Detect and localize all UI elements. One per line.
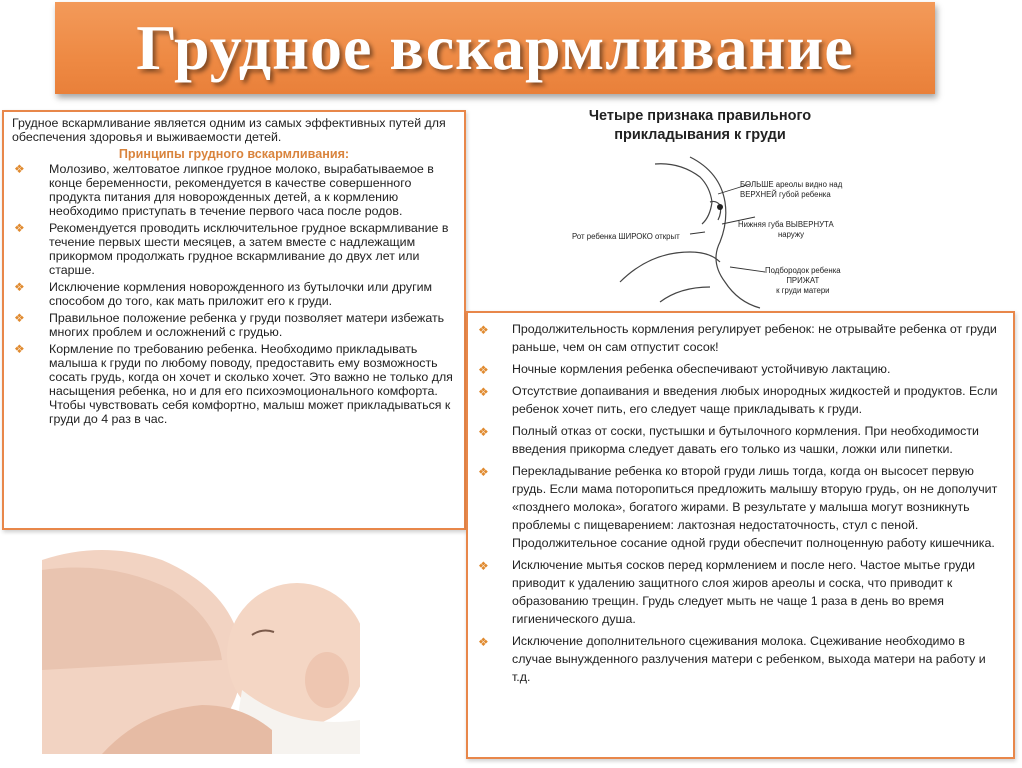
diamond-bullet-icon: ❖ [478, 425, 489, 439]
list-item-text: Исключение кормления новорожденного из бутылочки или другим способом до того, как мать приложит его к груди. [49, 280, 433, 308]
feeding-rules-panel [466, 311, 1015, 759]
diagram-title-line: Четыре признака правильного [588, 108, 812, 124]
principles-subtitle: Принципы грудного вскармливания: [118, 147, 350, 161]
mouth-label: Рот ребенка ШИРОКО открыт [572, 232, 680, 241]
list-item [468, 462, 1013, 552]
diamond-bullet-icon: ❖ [14, 342, 25, 356]
mother-baby-photo [42, 540, 360, 754]
list-item [468, 382, 1013, 418]
list-item [4, 162, 464, 218]
list-item [4, 311, 464, 339]
page-title: Грудное вскармливание [136, 12, 854, 83]
list-item-text: Кормление по требованию ребенка. Необходимо прикладывать малыша к груди по любому поводу, предоставить ему возможность сосать грудь, когда он хочет и сколько хочет. Это важно не только для насыщения ребенка, но и для его психоэмоционального комфорта. Чтобы чувствовать себя комфортно, малыш может прикладываться к груди до 4 раз в час. [49, 342, 453, 426]
areola-label [740, 180, 842, 200]
list-item [468, 556, 1013, 628]
list-item [468, 632, 1013, 686]
diamond-bullet-icon: ❖ [478, 465, 489, 479]
title-banner [55, 2, 935, 94]
list-item-text: Ночные кормления ребенка обеспечивают устойчивую лактацию. [512, 362, 891, 376]
label-line: Подбородок ребенка [765, 266, 841, 275]
list-item-text: Перекладывание ребенка ко второй груди лишь тогда, когда он высосет первую грудь. Если мама поторопиться предложить малышу вторую грудь, он не дополучит «позднего молока», богатого жирами. В результате у малыша могут возникнуть проблемы с пищеварением: лактозная недостаточность, стул с пеной. Продолжительное сосание одной груди обеспечит полноценную работу кишечника. [512, 464, 998, 550]
feeding-rules-list [468, 320, 1013, 686]
label-line: ВЕРХНЕЙ губой ребенка [740, 190, 831, 199]
list-item-text: Продолжительность кормления регулирует ребенок: не отрывайте ребенка от груди раньше, чем он сам отпустит сосок! [512, 322, 997, 354]
diamond-bullet-icon: ❖ [478, 323, 489, 337]
list-item [4, 221, 464, 277]
list-item-text: Отсутствие допаивания и введения любых инородных жидкостей и продуктов. Если ребенок хочет пить, его следует чаще прикладывать к груди. [512, 384, 998, 416]
list-item-text: Исключение мытья сосков перед кормлением и после него. Частое мытье груди приводит к удалению защитного слоя жиров ареолы и соска, что приводит к образованию трещин. Грудь следует мыть не чаще 1 раза в день во время гигиенического душа. [512, 558, 976, 626]
list-item-text: Правильное положение ребенка у груди позволяет матери избежать многих проблем и осложнений с грудью. [49, 311, 445, 339]
list-item-text: Полный отказ от соски, пустышки и бутылочного кормления. При необходимости введения прикорма следует давать его только из чашки, ложки или пипетки. [512, 424, 979, 456]
diamond-bullet-icon: ❖ [478, 385, 489, 399]
chin-label [765, 266, 841, 296]
list-item-text: Молозиво, желтоватое липкое грудное молоко, вырабатываемое в конце беременности, рекомендуется в качестве совершенного продукта питания для новорожденных детей, а к кормлению необходимо приступать в течение первого часа после родов. [49, 162, 434, 218]
list-item-text: Рекомендуется проводить исключительное грудное вскармливание в течение первых шести месяцев, а затем вместе с надлежащим прикормом продолжать грудное вскармливание до двух лет или старше. [49, 221, 449, 277]
label-line: ПРИЖАТ [786, 276, 820, 285]
list-item-text: Исключение дополнительного сцеживания молока. Сцеживание необходимо в случае вынужденного разлучения матери с ребенком, выхода матери на работу и т.д. [512, 634, 986, 684]
label-line: к груди матери [776, 286, 830, 295]
diagram-title-line: прикладывания к груди [614, 127, 786, 143]
list-item [468, 320, 1013, 356]
intro-text: Грудное вскармливание является одним из самых эффективных путей для обеспечения здоровья и выживаемости детей. [12, 116, 446, 144]
principles-list [4, 162, 464, 426]
lower-lip-label [738, 220, 834, 240]
diamond-bullet-icon: ❖ [478, 363, 489, 377]
diamond-bullet-icon: ❖ [14, 162, 25, 176]
diamond-bullet-icon: ❖ [478, 559, 489, 573]
label-line: БОЛЬШЕ ареолы видно над [740, 180, 843, 189]
diamond-bullet-icon: ❖ [478, 635, 489, 649]
label-line: Нижняя губа ВЫВЕРНУТА [738, 220, 834, 229]
list-item [468, 360, 1013, 378]
diamond-bullet-icon: ❖ [14, 221, 25, 235]
list-item [468, 422, 1013, 458]
diamond-bullet-icon: ❖ [14, 280, 25, 294]
principles-panel [2, 110, 466, 530]
label-line: наружу [778, 230, 805, 239]
mother-baby-illustration [42, 540, 360, 754]
diamond-bullet-icon: ❖ [14, 311, 25, 325]
list-item [4, 280, 464, 308]
list-item [4, 342, 464, 426]
latch-diagram [560, 102, 860, 310]
